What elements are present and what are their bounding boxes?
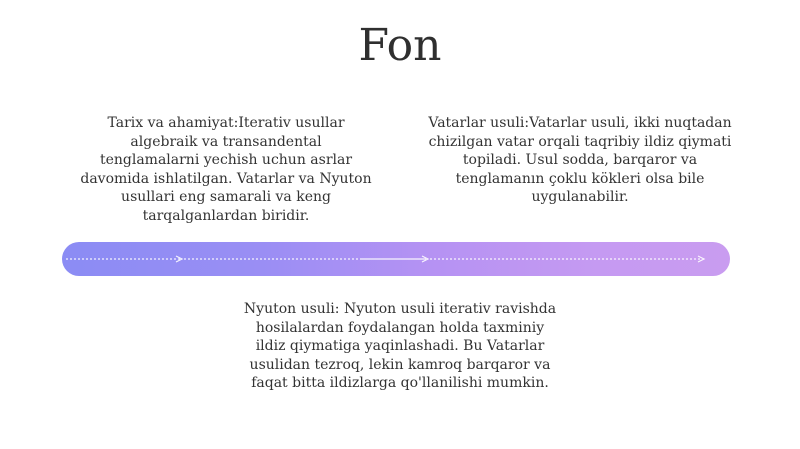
- timeline-arrows: [62, 242, 730, 276]
- newton-method-text-block: Nyuton usuli: Nyuton usuli iterativ ravishda hosilalardan foydalangan holda taxminiy ildiz qiymatiga yaqinlashadi. Bu Vatarlar usulidan tezroq, lekin kamroq barqaror va faqat bitta ildizlarga qo'llanilishi mumkin.: [243, 301, 557, 391]
- history-text-block: Tarix va ahamiyat:Iterativ usullar algebraik va transandental tenglamalarni yechish uchun asrlar davomida ishlatilgan. Vatarlar va Nyuton usullari eng samarali va keng tarqalganlardan biridir.: [80, 115, 372, 224]
- timeline-bar: [62, 242, 730, 276]
- slide-title: Fon: [358, 20, 442, 71]
- secant-method-text-block: Vatarlar usuli:Vatarlar usuli, ikki nuqtadan chizilgan vatar orqali taqribiy ildiz qiymati topiladi. Usul sodda, barqaror va tenglamanın çoklu kökleri olsa bile uygulanabilir.: [428, 115, 732, 205]
